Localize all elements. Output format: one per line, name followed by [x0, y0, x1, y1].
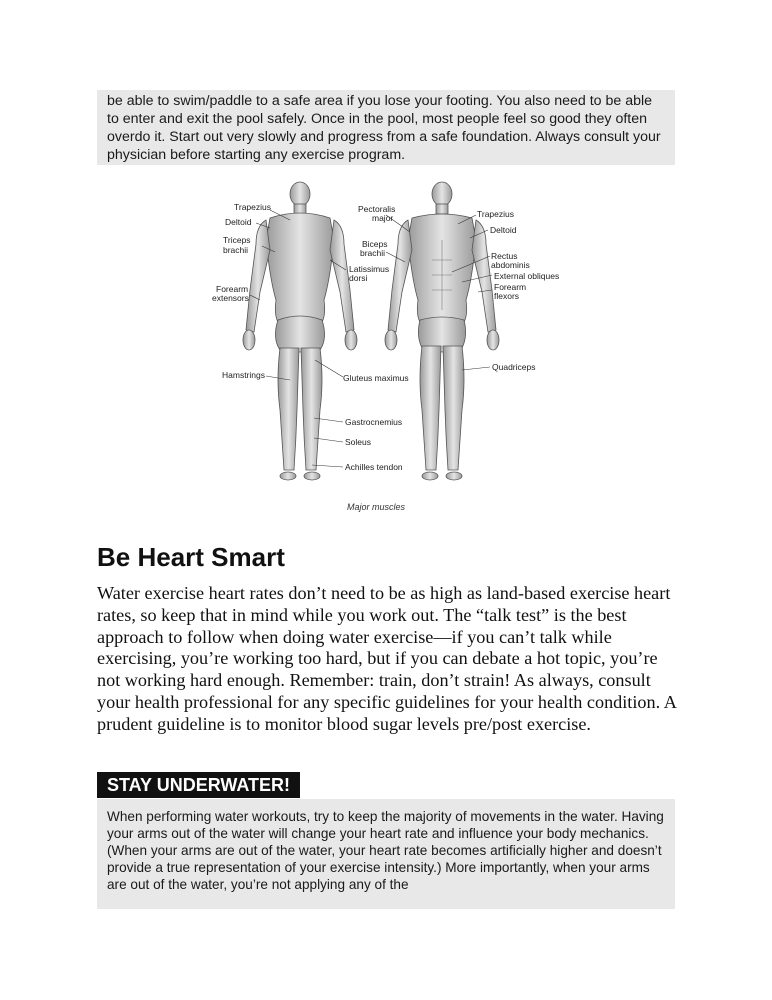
label-achilles-tendon: Achilles tendon [345, 462, 403, 472]
label-triceps-line2: brachii [223, 245, 249, 255]
section-body-text: Water exercise heart rates don’t need to be as high as land-based exercise heart rates, so keep that in mind while you work out. The “talk test” is the best approach to follow when doing water exercise—if you can’t talk while exercising, you’re working too hard, but if you can debate a hot topic, you’re not working hard enough. Remember: train, don’t strain! As always, consult your health professional for any specific guidelines for your health condition. A prudent guideline is to monitor blood sugar levels pre/post exercise. [97, 583, 676, 734]
label-gluteus-maximus: Gluteus maximus [343, 373, 409, 383]
stay-underwater-banner: STAY UNDERWATER! [97, 772, 300, 798]
label-pectoralis-line1: Pectoralis [358, 204, 396, 214]
label-forearm-extensors-line1: Forearm [216, 284, 249, 294]
label-pectoralis-line2: major [372, 213, 394, 223]
label-forearm-flexors-line2: flexors [494, 291, 520, 301]
tip-callout-text: When performing water workouts, try to keep the majority of movements in the water. Having your arms out of the water will change your heart rate and influence your body mechanics. (When your arms are out of the water, your heart rate becomes artificially higher and doesn’t provide a true representation of your exercise intensity.) More importantly, when your arms are out of the water, you’re not applying any of the [107, 809, 664, 892]
label-trapezius-back: Trapezius [234, 202, 272, 212]
figure-caption: Major muscles [346, 502, 405, 512]
label-rectus-line2: abdominis [491, 260, 530, 270]
label-latissimus-line1: Latissimus [349, 264, 390, 274]
label-external-obliques: External obliques [494, 271, 560, 281]
label-biceps-line1: Biceps [362, 239, 388, 249]
back-view-figure [243, 182, 357, 480]
label-rectus-line1: Rectus [491, 251, 518, 261]
label-triceps-line1: Triceps [223, 235, 251, 245]
label-forearm-flexors-line1: Forearm [494, 282, 527, 292]
label-deltoid-front: Deltoid [490, 225, 517, 235]
label-quadriceps: Quadriceps [492, 362, 536, 372]
label-biceps-line2: brachii [360, 248, 386, 258]
label-hamstrings: Hamstrings [222, 370, 265, 380]
label-trapezius-front: Trapezius [477, 209, 515, 219]
label-gastrocnemius: Gastrocnemius [345, 417, 403, 427]
label-soleus: Soleus [345, 437, 371, 447]
muscle-diagram [200, 180, 580, 490]
top-callout [97, 90, 675, 165]
label-latissimus-line2: dorsi [349, 273, 368, 283]
tip-callout [97, 799, 675, 909]
section-heading: Be Heart Smart [97, 542, 285, 572]
top-callout-text: be able to swim/paddle to a safe area if you lose your footing. You also need to be able to enter and exit the pool safely. Once in the pool, most people feel so good they often overdo it. Start out very slowly and progress from a safe foundation. Always consult your physician before starting any exercise program. [107, 93, 661, 163]
label-deltoid-back: Deltoid [225, 217, 252, 227]
label-forearm-extensors-line2: extensors [212, 293, 249, 303]
